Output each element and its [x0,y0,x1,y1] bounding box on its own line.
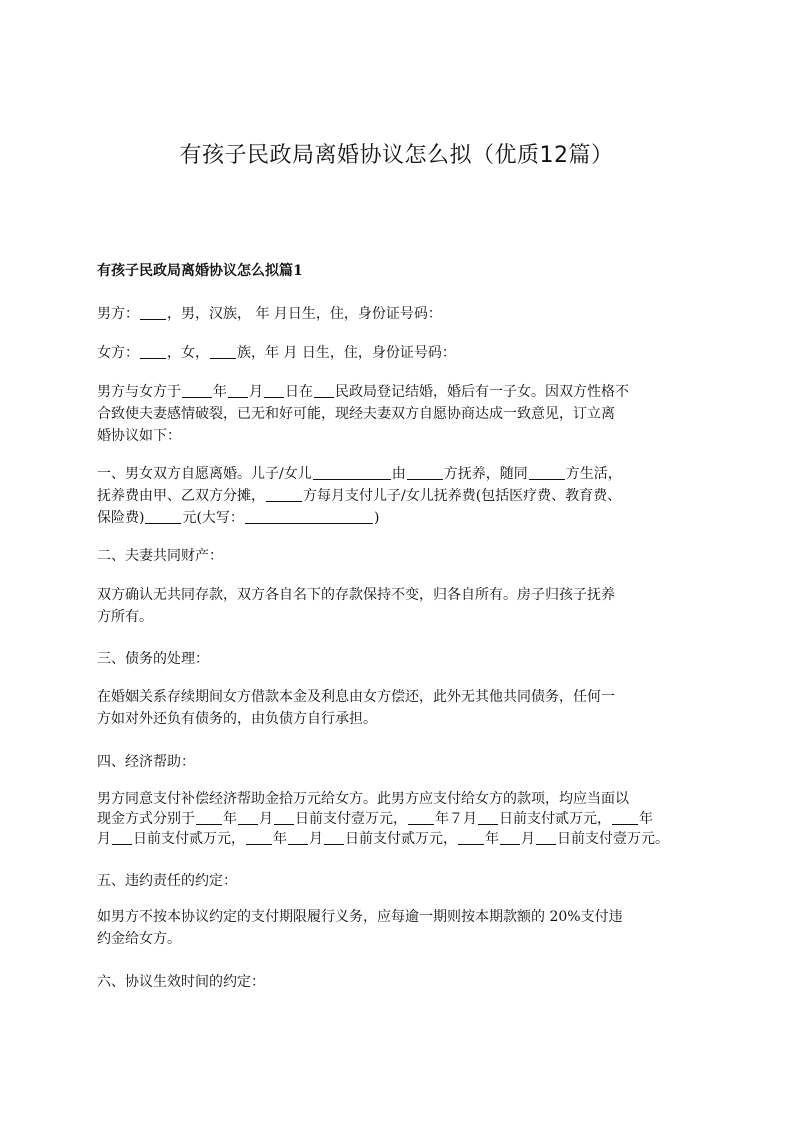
blank-field [536,830,556,845]
clause-3-line: 方如对外还负有债务的，由负债方自行承担。 [97,711,377,727]
clause-4-text: 现金方式分别于 [97,811,195,827]
clause-4-text: 年 [223,811,237,827]
clause-1-text: ) [373,510,380,526]
clause-4-text: 日前支付贰万元， [499,811,611,827]
clause-5-body [97,906,709,950]
blank-field [478,810,498,825]
clause-1-text: 抚养费由甲、乙双方分摊， [97,488,265,504]
clause-2-line: 方所有。 [97,609,153,625]
clause-2-body [97,584,709,628]
intro-text: 日在 [285,384,313,400]
clause-5-line: 约金给女方。 [97,931,181,947]
blank-field [182,383,212,398]
clause-4-text: 月 [97,831,111,847]
blank-field [408,810,434,825]
blank-field [264,383,284,398]
clause-4-text: 日前支付贰万元， [133,831,245,847]
intro-text: 月 [249,384,263,400]
intro-line-2: 合致使夫妻感情破裂，已无和好可能，现经夫妻双方自愿协商达成一致意见，订立离 [97,406,615,422]
clause-6-heading: 六、协议生效时间的约定： [97,974,265,990]
section-heading: 有孩子民政局离婚协议怎么拟篇1 [97,263,303,279]
intro-line-3: 婚协议如下： [97,428,181,444]
clause-1-text: 方每月支付儿子/女儿抚养费(包括医疗费、教育费、 [303,488,622,504]
blank-field [288,830,308,845]
woman-details: 族，年 月 日生，住，身份证号码： [237,345,456,361]
clause-3-line: 在婚姻关系存续期间女方借款本金及利息由女方偿还，此外无其他共同债务，任何一 [97,689,615,705]
clause-3-heading: 三、债务的处理： [97,651,209,667]
document-title: 有孩子民政局离婚协议怎么拟（优质12篇） [179,143,614,168]
clause-5-line: 如男方不按本协议约定的支付期限履行义务，应每逾一期则按本期款额的 20%支付违 [97,909,623,925]
blank-field [238,810,258,825]
blank-field [112,830,132,845]
blank-field [407,465,443,480]
man-info-line [97,303,709,325]
clause-4-text: 日前支付壹万元， [295,811,407,827]
clause-4-text: 年 [273,831,287,847]
clause-4-text: 年 [639,811,653,827]
clause-1-text: 方抚养，随同 [443,466,528,482]
blank-field [612,810,638,825]
blank-field [500,830,520,845]
clause-2-line: 双方确认无共同存款，双方各自名下的存款保持不变，归各自所有。房子归孩子抚养 [97,587,615,603]
clause-1-text: 一、男女双方自愿离婚。儿子/女儿 [97,466,312,482]
woman-info-line [97,342,709,364]
woman-gender: ，女， [167,345,209,361]
blank-field [196,810,222,825]
blank-field [324,830,344,845]
clause-4-heading: 四、经济帮助： [97,754,195,770]
clause-4-text: 月 [259,811,273,827]
intro-paragraph [97,381,709,447]
clause-4-text: 年 [485,831,499,847]
blank-field [210,344,236,359]
man-details: ，男，汉族， 年 月日生，住，身份证号码： [167,306,442,322]
intro-text: 民政局登记结婚，婚后有一子女。因双方性格不 [335,384,629,400]
blank-field [314,383,334,398]
blank-field [529,465,565,480]
clause-4-text: 月 [521,831,535,847]
clause-4-text: 日前支付贰万元， [345,831,457,847]
blank-field [245,509,373,524]
blank-field [266,487,302,502]
intro-text: 男方与女方于 [97,384,181,400]
blank-field [140,305,166,320]
clause-1-text: 保险费) [97,510,145,526]
clause-5-heading: 五、违约责任的约定： [97,873,237,889]
clause-4-text: 日前支付壹万元。 [557,831,669,847]
clause-4-line: 男方同意支付补偿经济帮助金拾万元给女方。此男方应支付给女方的款项，均应当面以 [97,791,629,807]
clause-2-heading: 二、夫妻共同财产： [97,548,223,564]
blank-field [140,344,166,359]
man-label: 男方： [97,306,139,322]
clause-1-text: 元(大写： [182,510,244,526]
blank-field [274,810,294,825]
blank-field [246,830,272,845]
woman-label: 女方： [97,345,139,361]
clause-4-text: 月 [309,831,323,847]
clause-1-text: 由 [391,466,406,482]
clause-1-text: 方生活， [565,466,622,482]
clause-4-body [97,789,717,849]
intro-text: 年 [213,384,227,400]
blank-field [228,383,248,398]
blank-field [145,509,181,524]
clause-3-body [97,686,709,730]
clause-4-text: 年７月 [435,811,477,827]
blank-field [313,465,391,480]
clause-1 [97,463,709,529]
blank-field [458,830,484,845]
